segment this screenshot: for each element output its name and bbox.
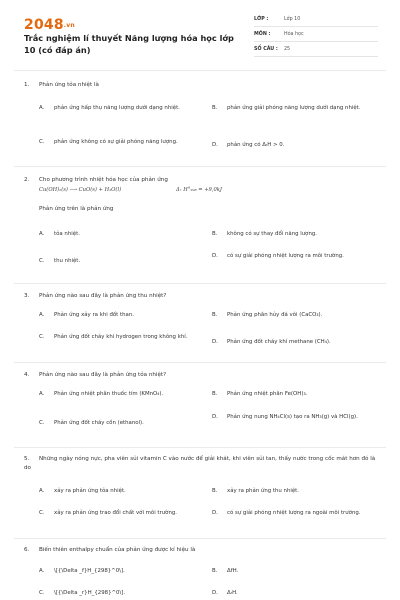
option-text: phản ứng có ΔᵣH > 0. (227, 142, 285, 148)
option-letter: B. (212, 488, 218, 494)
question-number: 4. (24, 372, 30, 378)
option-letter: A. (39, 391, 45, 397)
option-text: Phản ứng nung NH₄Cl(s) tạo ra NH₃(g) và HCl(g). (227, 414, 358, 420)
site-logo[interactable] (24, 17, 75, 33)
meta-count-label: SỐ CÂU : (254, 47, 278, 52)
question-4 (24, 371, 380, 380)
divider (14, 447, 386, 448)
option-text: Phản ứng nhiệt phân thuốc tím (KMnO₄). (54, 391, 164, 397)
meta-grade (254, 14, 378, 27)
question-5 (24, 455, 380, 473)
option-letter: C. (39, 334, 45, 340)
question-text: Phản ứng nào sau đây là phản ứng tỏa nhiệt? (39, 372, 167, 378)
option-letter: C. (39, 510, 45, 516)
option-text: \[{\Delta _r}H_{298}^0\]. (54, 590, 126, 596)
option-text: thu nhiệt. (54, 258, 81, 264)
divider (14, 538, 386, 539)
divider (14, 166, 386, 167)
option-letter: B. (212, 391, 218, 397)
question-text: Cho phương trình nhiệt hóa học của phản ứng (39, 177, 168, 183)
option-text: phản ứng giải phóng năng lượng dưới dạng nhiệt. (227, 105, 361, 111)
logo-main: 2048 (24, 17, 64, 33)
option-letter: A. (39, 312, 45, 318)
meta-count (254, 44, 378, 57)
reaction-equation: Cu(OH)₂(s) ⟶ CuO(s) + H₂O(l) (39, 187, 122, 193)
option-letter: B. (212, 105, 218, 111)
question-number: 2. (24, 177, 30, 183)
document-title: Trắc nghiệm lí thuyết Năng lượng hóa học lớp 10 (có đáp án) (24, 33, 234, 55)
divider (14, 362, 386, 363)
option-letter: B. (212, 231, 218, 237)
meta-subject-value: Hóa học (284, 32, 304, 37)
option-text: Phản ứng xảy ra khi đốt than. (54, 312, 134, 318)
question-text: Phản ứng nào sau đây là phản ứng thu nhiệt? (39, 293, 167, 299)
question-number: 5. (24, 456, 30, 462)
option-text: Phản ứng đốt cháy khí hydrogen trong không khí. (54, 334, 188, 340)
question-text: Phản ứng tỏa nhiệt là (39, 82, 99, 88)
option-letter: C. (39, 139, 45, 145)
question-number: 1. (24, 82, 30, 88)
option-letter: A. (39, 105, 45, 111)
question-number: 6. (24, 547, 30, 553)
question-6 (24, 546, 380, 555)
option-letter: A. (39, 488, 45, 494)
option-text: ΔᵣH. (227, 590, 238, 596)
option-text: \[{\Delta _f}H_{298}^0\]. (54, 568, 125, 574)
option-letter: D. (212, 339, 218, 345)
meta-grade-label: LỚP : (254, 17, 269, 22)
option-text: phản ứng không có sự giải phóng năng lượng. (54, 139, 178, 145)
meta-count-value: 25 (284, 47, 291, 52)
divider (14, 283, 386, 284)
question-text: Những ngày nóng nực, pha viên sủi vitamin C vào nước để giải khát, khi viên sủi tan, thấy nước trong cốc mát hơn đó là do (24, 456, 376, 471)
option-text: xảy ra phản ứng trao đổi chất với môi trường. (54, 510, 178, 516)
option-text: xảy ra phản ứng tỏa nhiệt. (54, 488, 126, 494)
question-2-stem (24, 205, 380, 214)
option-text: Phản ứng đốt cháy cồn (ethanol). (54, 420, 144, 426)
question-text: Phản ứng trên là phản ứng (39, 206, 114, 212)
meta-subject-label: MÔN : (254, 32, 271, 37)
option-text: không có sự thay đổi năng lượng. (227, 231, 318, 237)
divider (14, 70, 386, 71)
option-letter: D. (212, 253, 218, 259)
question-number: 3. (24, 293, 30, 299)
logo-tld: .vn (63, 22, 75, 29)
question-text: Biến thiên enthalpy chuẩn của phản ứng được kí hiệu là (39, 547, 196, 553)
option-text: phản ứng hấp thụ năng lượng dưới dạng nhiệt. (54, 105, 180, 111)
meta-subject (254, 29, 378, 42)
option-letter: B. (212, 568, 218, 574)
option-text: có sự giải phóng nhiệt lượng ra môi trường. (227, 253, 344, 259)
reaction-enthalpy: Δᵣ H°₂₉₈ = +9,0kJ (176, 187, 223, 193)
option-letter: A. (39, 231, 45, 237)
option-letter: D. (212, 414, 218, 420)
question-3 (24, 292, 380, 301)
option-text: tỏa nhiệt. (54, 231, 80, 237)
option-letter: D. (212, 142, 218, 148)
option-letter: D. (212, 510, 218, 516)
meta-grade-value: Lớp 10 (284, 17, 301, 22)
option-letter: B. (212, 312, 218, 318)
option-text: có sự giải phóng nhiệt lượng ra ngoài môi trường. (227, 510, 361, 516)
option-letter: C. (39, 258, 45, 264)
option-letter: C. (39, 590, 45, 596)
option-letter: C. (39, 420, 45, 426)
option-text: ΔfH. (227, 568, 239, 574)
page-header (0, 0, 400, 66)
question-2 (24, 176, 380, 185)
option-text: Phản ứng đốt cháy khí methane (CH₄). (227, 339, 331, 345)
question-1 (24, 81, 380, 90)
option-text: xảy ra phản ứng thu nhiệt. (227, 488, 300, 494)
option-text: Phản ứng nhiệt phân Fe(OH)₃. (227, 391, 308, 397)
option-text: Phản ứng phân hủy đá vôi (CaCO₃). (227, 312, 323, 318)
option-letter: A. (39, 568, 45, 574)
option-letter: D. (212, 590, 218, 596)
